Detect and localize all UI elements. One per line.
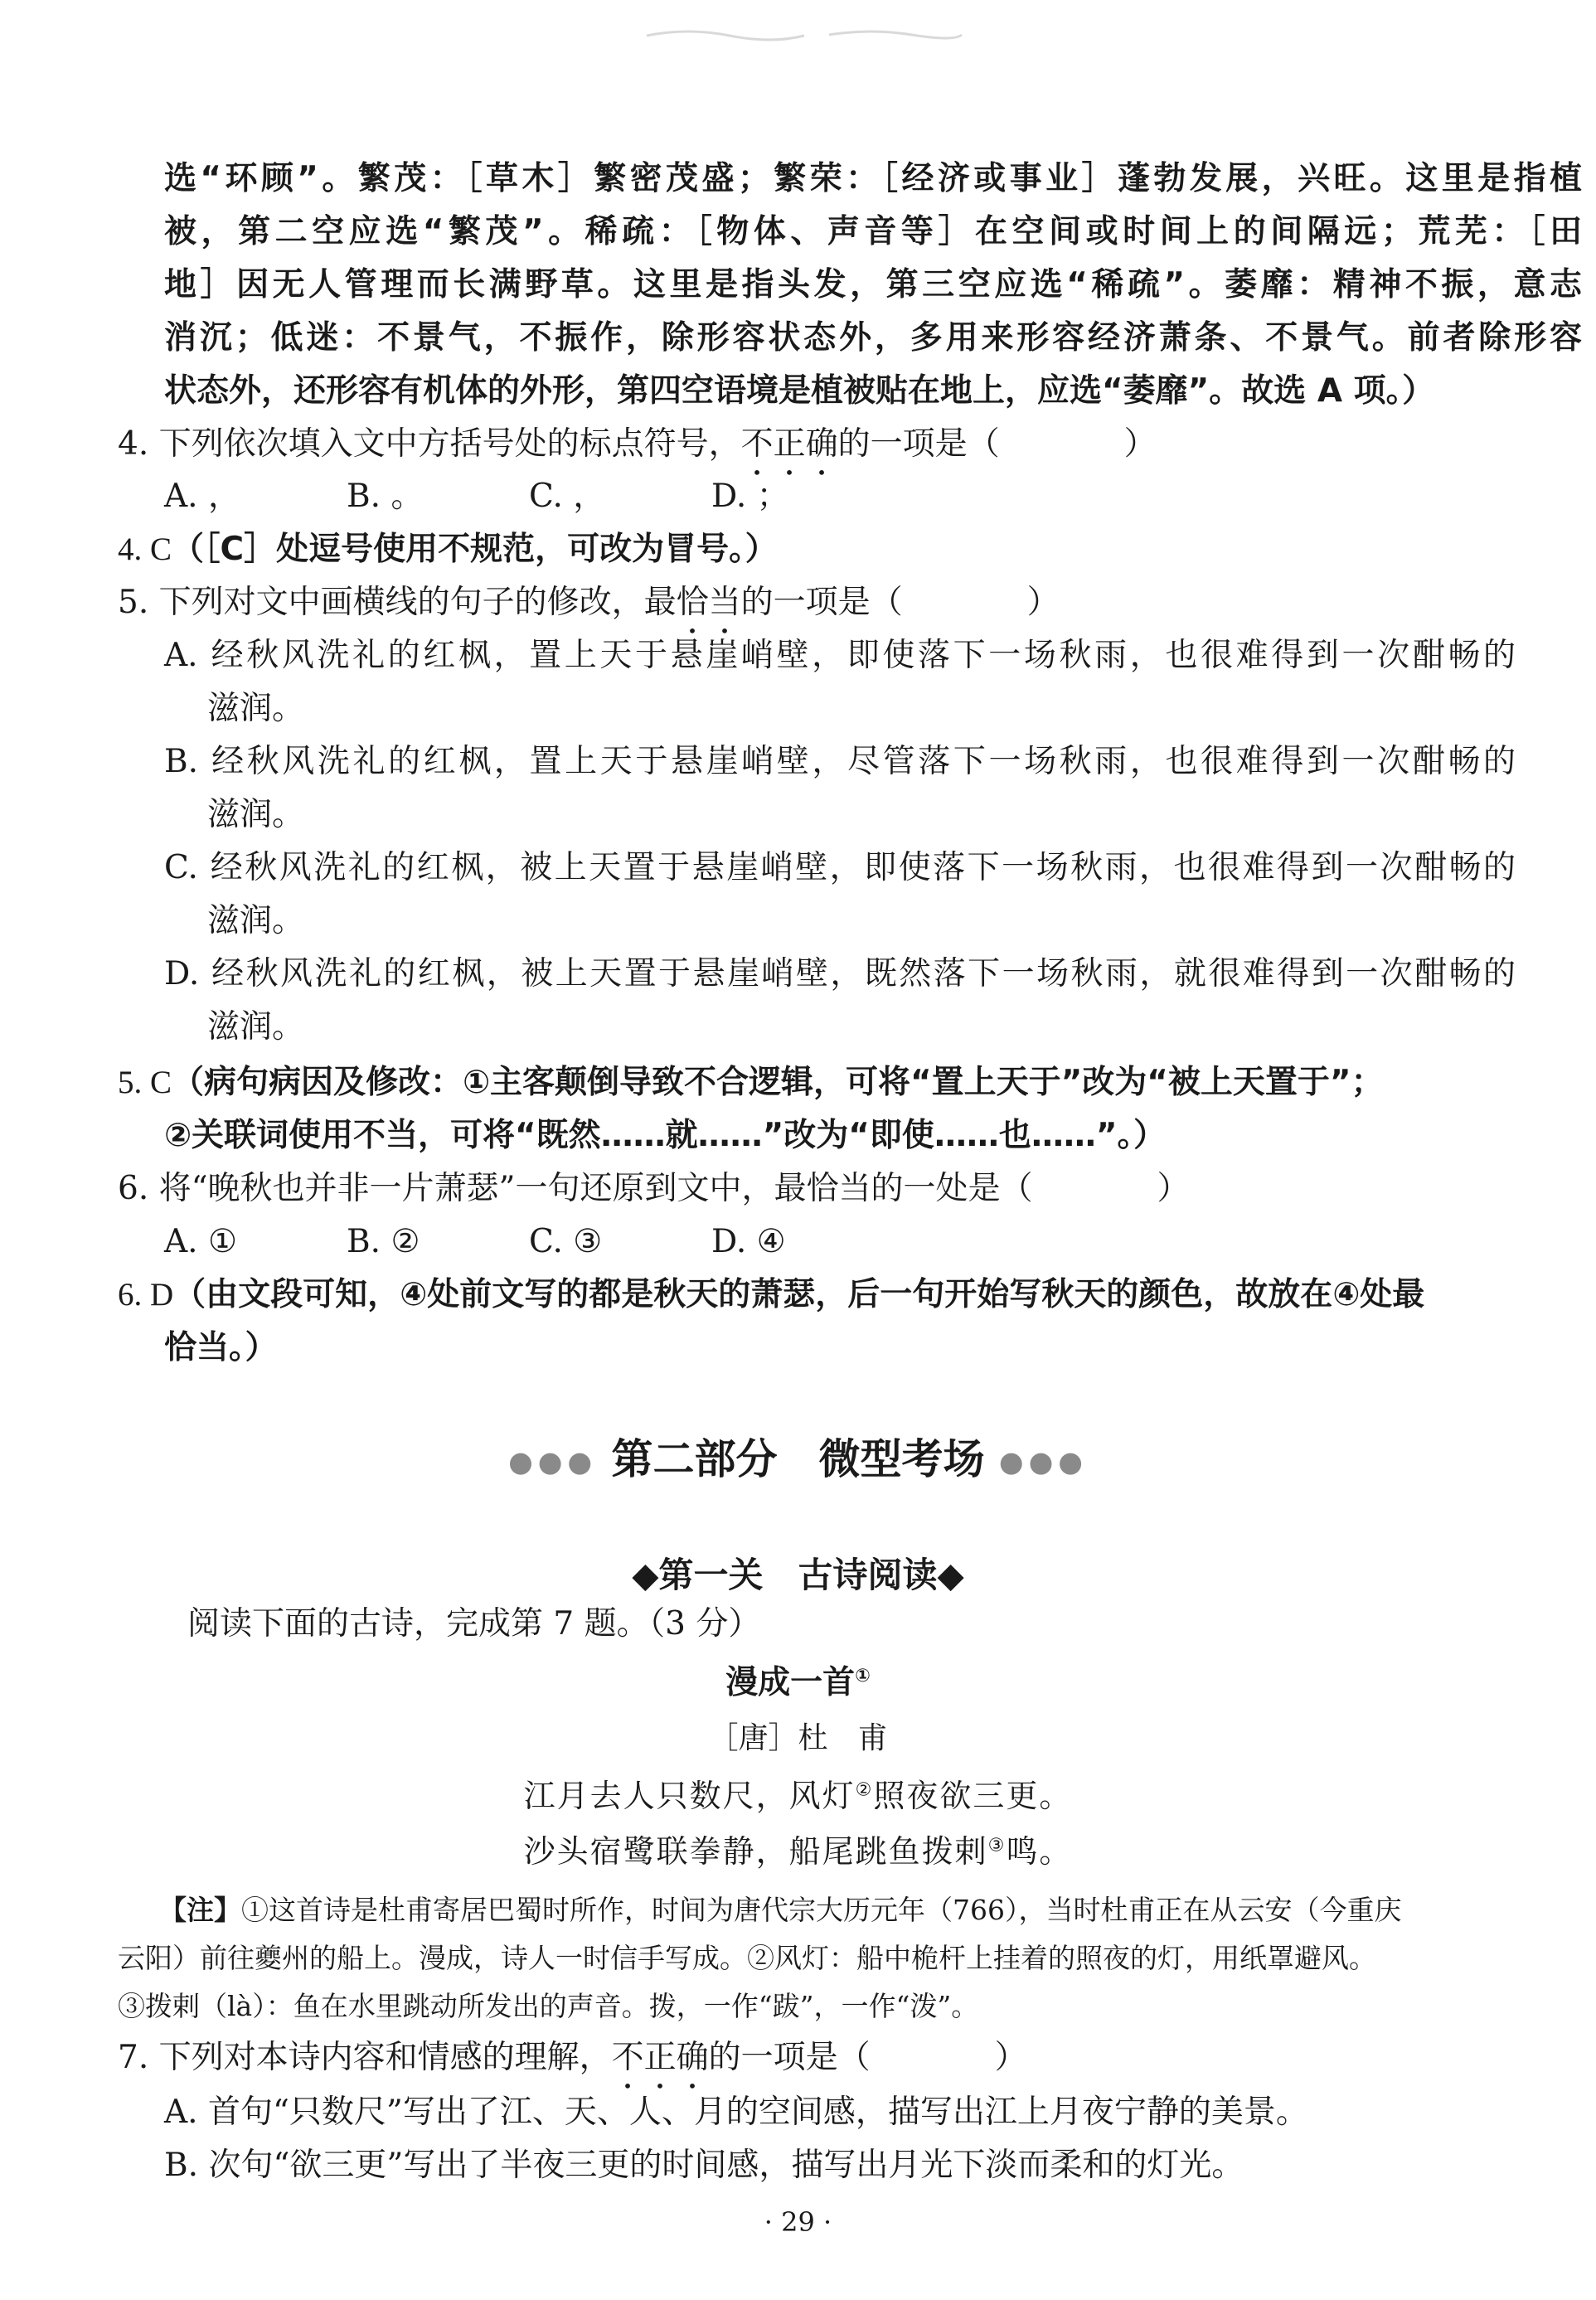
question-6-option-d: D. ④ — [711, 1223, 786, 1260]
note-label: 【注】 — [159, 1894, 241, 1926]
section-title-dots-right: ●●● — [998, 1445, 1088, 1479]
question-6-stem — [118, 1167, 1190, 1211]
question-6-stem-text: 6. 将“晚秋也并非一片萧瑟”一句还原到文中，最恰当的一处是（ — [118, 1170, 1033, 1207]
question-7-stem-prefix: 7. 下列对本诗内容和情感的理解， — [118, 2039, 612, 2076]
answer-4 — [118, 528, 778, 571]
section-title-text: 第二部分 微型考场 — [611, 1435, 985, 1483]
question-5-stem — [118, 581, 1060, 641]
question-5-option-c-line-2: 滋润。 — [207, 902, 305, 939]
answer-5-text-1: （病句病因及修改：①主客颠倒导致不合逻辑，可将“置上天于”改为“被上天置于”； — [172, 1064, 1384, 1101]
question-4-stem-suffix: 的一项是（ — [837, 425, 1000, 463]
answer-5-line-1 — [118, 1061, 1384, 1104]
question-6-options — [164, 1220, 894, 1264]
question-5-option-d-line-1: D. 经秋风洗礼的红枫，被上天置于悬崖峭壁，既然落下一场秋雨，就很难得到一次酣畅的 — [164, 955, 1516, 992]
question-6-option-a: A. ① — [164, 1223, 237, 1260]
question-7-option-a: A. 首句“只数尺”写出了江、天、人、月的空间感，描写出江上月夜宁静的美景。 — [164, 2094, 1308, 2131]
poem-line-1-note-mark: ② — [855, 1779, 874, 1801]
poem-line-2-part-a: 沙头宿鹭联拳静，船尾跳鱼拨剌 — [523, 1833, 988, 1870]
poem-line-1 — [0, 1774, 1596, 1817]
poem-author: ［唐］杜 甫 — [708, 1721, 888, 1755]
question-5-option-b-line-1: B. 经秋风洗礼的红枫，置上天于悬崖峭壁，尽管落下一场秋雨，也很难得到一次酣畅的 — [164, 743, 1516, 780]
answer-3-line-4: 消沉；低迷：不景气，不振作，除形容状态外，多用来形容经济萧条、不景气。前者除形容 — [164, 319, 1582, 357]
subsection-title: ◆第一关 古诗阅读◆ — [632, 1555, 964, 1595]
section-title-dots-left: ●●● — [508, 1445, 598, 1479]
poem-title — [0, 1662, 1596, 1705]
poem-title-text: 漫成一首 — [725, 1664, 856, 1701]
answer-4-number: 4. C — [118, 531, 172, 567]
question-5-option-a-line-1: A. 经秋风洗礼的红枫，置上天于悬崖峭壁，即使落下一场秋雨，也很难得到一次酣畅的 — [164, 637, 1516, 674]
answer-5-number: 5. C — [118, 1065, 172, 1100]
question-5-stem-prefix: 5. 下列对文中画横线的句子的修改，最 — [118, 584, 677, 621]
poem-line-2-note-mark: ③ — [987, 1835, 1007, 1856]
poem-line-1-part-b: 照夜欲三更。 — [873, 1778, 1073, 1814]
question-5-option-d-line-2: 滋润。 — [207, 1008, 305, 1046]
poem-title-note-mark: ① — [855, 1666, 871, 1686]
note-text-1: ①这首诗是杜甫寄居巴蜀时所作，时间为唐代宗大历元年（766），当时杜甫正在从云安（今重庆 — [241, 1894, 1402, 1926]
question-7-stem — [118, 2036, 1027, 2096]
question-5-close: ） — [1026, 584, 1060, 621]
page-number: · 29 · — [764, 2206, 832, 2238]
question-5-stem-suffix: 的一项是（ — [740, 584, 903, 621]
question-4-stem-prefix: 4. 下列依次填入文中方括号处的标点符号， — [118, 425, 741, 463]
question-5-option-c-line-1: C. 经秋风洗礼的红枫，被上天置于悬崖峭壁，即使落下一场秋雨，也很难得到一次酣畅的 — [164, 849, 1516, 886]
note-line-2: 云阳）前往夔州的船上。漫成，诗人一时信手写成。②风灯：船中桅杆上挂着的照夜的灯，用纸罩避风。 — [118, 1942, 1376, 1974]
question-5-emphasis: 恰当 — [676, 584, 741, 621]
question-4-option-a: A. ， — [164, 478, 240, 515]
faint-header-marks — [638, 23, 970, 48]
question-5-option-b-line-2: 滋润。 — [207, 796, 305, 833]
answer-5-line-2: ②关联词使用不当，可将“既然……就……”改为“即使……也……”。） — [164, 1117, 1167, 1154]
question-7-stem-suffix: 的一项是（ — [708, 2039, 871, 2076]
poem-line-2 — [0, 1830, 1596, 1873]
question-7-option-b: B. 次句“欲三更”写出了半夜三更的时间感，描写出月光下淡而柔和的灯光。 — [164, 2147, 1244, 2184]
answer-6-text-1: （由文段可知，④处前文写的都是秋天的萧瑟，后一句开始写秋天的颜色，故放在④处最 — [173, 1276, 1425, 1313]
question-7-close: ） — [994, 2039, 1027, 2076]
answer-3-line-1: 选“环顾”。繁茂：［草木］繁密茂盛；繁荣：［经济或事业］蓬勃发展，兴旺。这里是指植 — [164, 160, 1582, 197]
question-4-close: ） — [1123, 425, 1157, 463]
question-7-emphasis: 不正确 — [611, 2039, 709, 2076]
answer-6-line-2: 恰当。） — [164, 1329, 278, 1366]
poem-line-1-part-a: 江月去人只数尺，风灯 — [523, 1778, 856, 1814]
answer-3-line-2: 被，第二空应选“繁茂”。稀疏：［物体、声音等］在空间或时间上的间隔远；荒芜：［田 — [164, 213, 1582, 250]
question-6-option-b: B. ② — [347, 1223, 420, 1260]
question-4-options — [164, 475, 894, 518]
note-line-1 — [159, 1887, 1402, 1933]
question-4-option-c: C. ， — [529, 478, 606, 515]
poem-line-2-part-b: 鸣。 — [1006, 1833, 1073, 1870]
question-4-stem — [118, 423, 1157, 483]
note-line-3: ③拨剌（là）：鱼在水里跳动所发出的声音。拨，一作“跋”，一作“泼”。 — [118, 1990, 979, 2022]
section-title — [0, 1433, 1596, 1489]
reading-instruction: 阅读下面的古诗，完成第 7 题。（3 分） — [187, 1605, 761, 1643]
answer-6-line-1 — [118, 1274, 1424, 1317]
question-6-option-c: C. ③ — [529, 1223, 603, 1260]
answer-6-number: 6. D — [118, 1277, 174, 1313]
answer-3-line-3: 地］因无人管理而长满野草。这里是指头发，第三空应选“稀疏”。萎靡：精神不振，意志 — [164, 266, 1582, 303]
answer-4-text: （［C］处逗号使用不规范，可改为冒号。） — [172, 531, 778, 568]
question-4-option-d: D. ； — [711, 478, 789, 515]
question-4-option-b: B. 。 — [347, 478, 424, 515]
question-4-emphasis: 不正确 — [740, 425, 838, 463]
question-5-option-a-line-2: 滋润。 — [207, 690, 305, 727]
answer-3-line-5: 状态外，还形容有机体的外形，第四空语境是植被贴在地上，应选“萎靡”。故选 A 项。） — [164, 372, 1435, 410]
question-6-close: ） — [1157, 1170, 1190, 1207]
